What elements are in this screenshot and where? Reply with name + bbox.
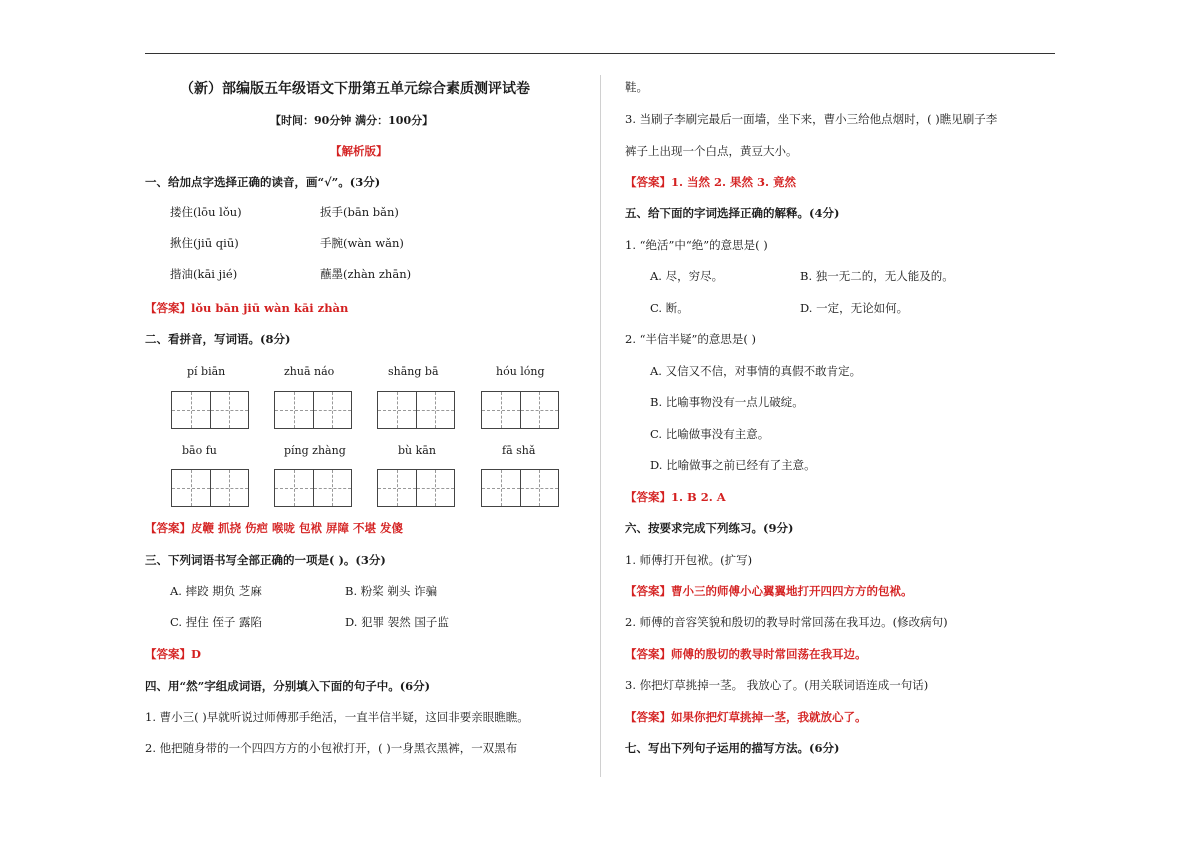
writing-grid[interactable] xyxy=(171,469,249,507)
writing-grid[interactable] xyxy=(377,469,455,507)
q5-heading: 五、给下面的字词选择正确的解释。(4分) xyxy=(625,206,840,220)
pinyin-label: píng zhàng xyxy=(284,444,346,457)
q5-option: B. 独一无二的，无人能及的。 xyxy=(800,269,954,283)
writing-grid[interactable] xyxy=(377,391,455,429)
q5-option: C. 断。 xyxy=(650,301,689,315)
edition-label: 【解析版】 xyxy=(330,144,388,158)
q5-option: C. 比喻做事没有主意。 xyxy=(650,427,770,441)
pinyin-label: bù kān xyxy=(398,444,436,457)
header-rule xyxy=(145,53,1055,54)
writing-grid[interactable] xyxy=(171,391,249,429)
pinyin-label: bāo fu xyxy=(182,444,217,457)
q3-option: C. 捏住 侄子 露陷 xyxy=(170,615,263,629)
q6-answer: 【答案】师傅的殷切的教导时常回荡在我耳边。 xyxy=(625,647,867,661)
q1-item: 蘸墨(zhàn zhān) xyxy=(320,267,412,281)
column-divider xyxy=(600,75,601,777)
q3-option: D. 犯罪 袈然 国子监 xyxy=(345,615,449,629)
q4-sentence-cont: 裤子上出现一个白点，黄豆大小。 xyxy=(625,144,798,158)
q6-answer: 【答案】如果你把灯草挑掉一茎，我就放心了。 xyxy=(625,710,867,724)
q1-item: 扳手(bān bǎn) xyxy=(320,205,399,219)
q4-answer: 【答案】1. 当然 2. 果然 3. 竟然 xyxy=(625,175,797,189)
q6-heading: 六、按要求完成下列练习。(9分) xyxy=(625,521,794,535)
q4-sentence: 2. 他把随身带的一个四四方方的小包袱打开，( )一身黑衣黑裤，一双黑布 xyxy=(145,741,518,755)
q2-heading: 二、看拼音，写词语。(8分) xyxy=(145,332,291,346)
pinyin-label: zhuā náo xyxy=(284,365,335,378)
exam-info: 【时间：90分钟 满分：100分】 xyxy=(270,114,434,127)
q3-answer: 【答案】D xyxy=(145,647,201,661)
q1-item: 手腕(wàn wǎn) xyxy=(320,236,404,250)
pinyin-label: shāng bā xyxy=(388,365,439,378)
q5-option: B. 比喻事物没有一点儿破绽。 xyxy=(650,395,804,409)
q5-option: A. 尽，穷尽。 xyxy=(650,269,724,283)
q3-heading: 三、下列词语书写全部正确的一项是( )。(3分) xyxy=(145,553,386,567)
q3-option: B. 粉桨 剃头 诈骗 xyxy=(345,584,438,598)
q4-sentence: 1. 曹小三( )早就听说过师傅那手绝活，一直半信半疑，这回非要亲眼瞧瞧。 xyxy=(145,710,529,724)
q1-item: 揪住(jiū qiū) xyxy=(170,236,239,250)
pinyin-label: fā shǎ xyxy=(502,444,536,457)
q6-answer: 【答案】曹小三的师傅小心翼翼地打开四四方方的包袱。 xyxy=(625,584,913,598)
q1-item: 揩油(kāi jié) xyxy=(170,267,238,281)
q6-item: 3. 你把灯草挑掉一茎。 我放心了。(用关联词语连成一句话) xyxy=(625,678,929,692)
q4-sentence: 3. 当刷子李刷完最后一面墙，坐下来，曹小三给他点烟时，( )瞧见刷子李 xyxy=(625,112,998,126)
q6-item: 1. 师傅打开包袱。(扩写) xyxy=(625,553,753,567)
q1-answer: 【答案】lǒu bān jiū wàn kāi zhàn xyxy=(145,301,349,315)
q7-heading: 七、写出下列句子运用的描写方法。(6分) xyxy=(625,741,840,755)
q5-answer: 【答案】1. B 2. A xyxy=(625,490,726,504)
q5-question: 1. “绝活”中“绝”的意思是( ) xyxy=(625,238,768,252)
writing-grid[interactable] xyxy=(274,391,352,429)
q6-item: 2. 师傅的音容笑貌和殷切的教导时常回荡在我耳边。(修改病句) xyxy=(625,615,948,629)
q2-answer: 【答案】皮鞭 抓挠 伤疤 喉咙 包袱 屏障 不堪 发傻 xyxy=(145,521,404,535)
q5-option: D. 一定，无论如何。 xyxy=(800,301,909,315)
q3-option: A. 摔跤 期负 芝麻 xyxy=(170,584,262,598)
q1-heading: 一、给加点字选择正确的读音，画“√”。(3分) xyxy=(145,175,381,189)
page-title: （新）部编版五年级语文下册第五单元综合素质测评试卷 xyxy=(180,81,530,97)
q4-heading: 四、用“然”字组成词语，分别填入下面的句子中。(6分) xyxy=(145,679,431,693)
q5-question: 2. “半信半疑”的意思是( ) xyxy=(625,332,757,346)
writing-grid[interactable] xyxy=(481,469,559,507)
writing-grid[interactable] xyxy=(481,391,559,429)
q5-option: A. 又信又不信，对事情的真假不敢肯定。 xyxy=(650,364,862,378)
q4-sentence-cont: 鞋。 xyxy=(625,80,648,94)
pinyin-label: hóu lóng xyxy=(496,365,545,378)
pinyin-label: pí biān xyxy=(187,365,226,378)
q5-option: D. 比喻做事之前已经有了主意。 xyxy=(650,458,816,472)
q1-item: 搂住(lōu lǒu) xyxy=(170,205,242,219)
writing-grid[interactable] xyxy=(274,469,352,507)
